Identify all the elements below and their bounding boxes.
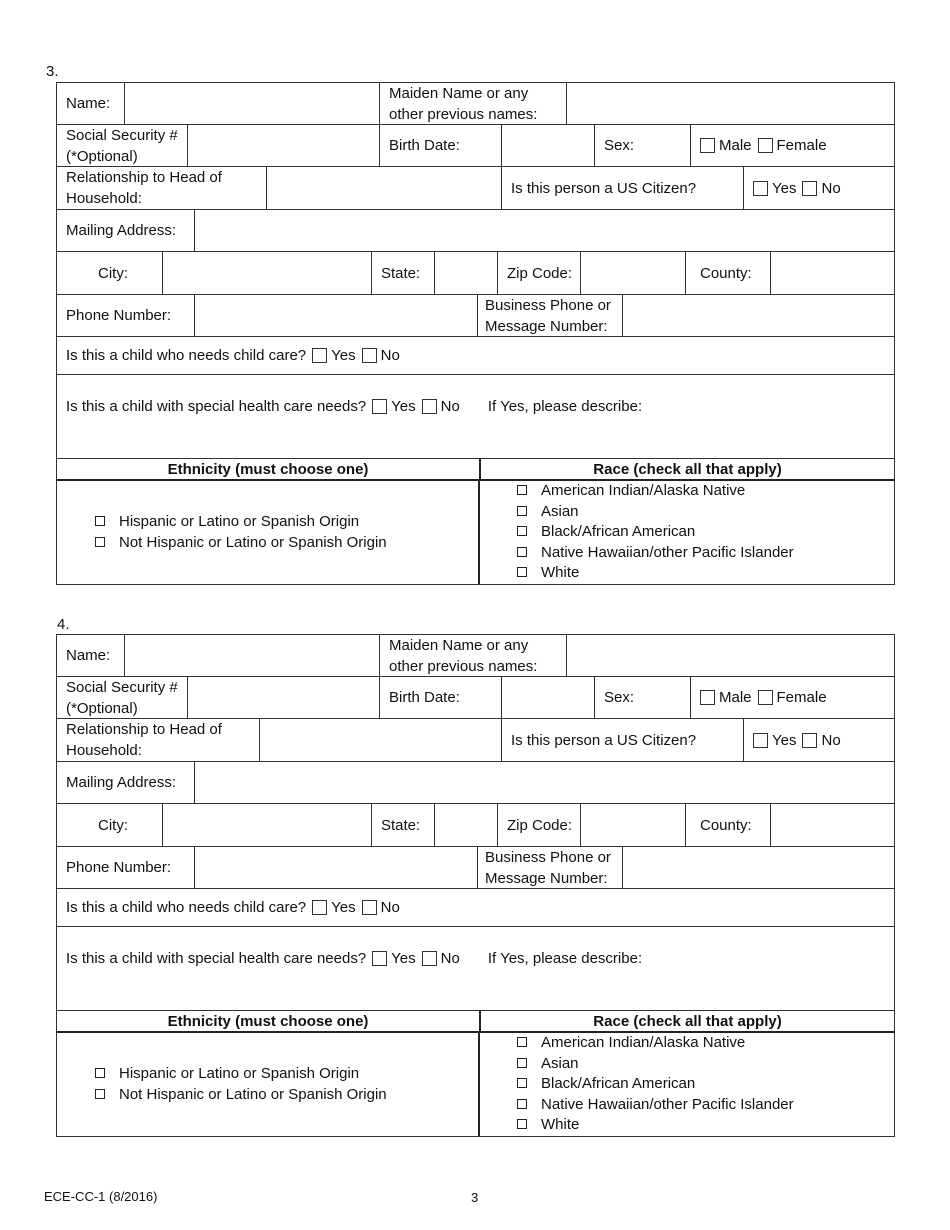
race-option-label: White bbox=[541, 1116, 580, 1134]
ethnicity-header: Ethnicity (must choose one) bbox=[167, 1012, 369, 1030]
business-phone-label: Business Phone or Message Number: bbox=[485, 296, 611, 335]
race-option[interactable] bbox=[517, 481, 794, 502]
race-option-label: White bbox=[541, 564, 580, 582]
race-option-label: Asian bbox=[541, 502, 579, 520]
no-label: No bbox=[380, 899, 400, 916]
ethnicity-option-label: Not Hispanic or Latino or Spanish Origin bbox=[119, 533, 387, 551]
business-phone-label: Business Phone or Message Number: bbox=[485, 848, 611, 887]
child-care-yes-checkbox[interactable] bbox=[312, 348, 327, 363]
mailing-row bbox=[56, 762, 895, 804]
race-option[interactable] bbox=[517, 1074, 794, 1095]
state-field[interactable] bbox=[434, 804, 498, 846]
child-care-row bbox=[56, 889, 895, 927]
race-option-label: Black/African American bbox=[541, 523, 696, 541]
ethnicity-race-header bbox=[56, 1011, 895, 1033]
county-field[interactable] bbox=[770, 804, 894, 846]
yes-label: Yes bbox=[331, 347, 356, 364]
state-label-cell bbox=[371, 804, 435, 846]
birth-date-label-cell bbox=[379, 125, 502, 166]
sex-options-group bbox=[691, 677, 827, 718]
race-list bbox=[517, 1033, 794, 1136]
maiden-label: Maiden Name or any other previous names: bbox=[389, 636, 538, 675]
special-needs-no-checkbox[interactable] bbox=[422, 399, 437, 414]
special-needs-question: Is this a child with special health care needs? bbox=[66, 949, 367, 967]
yes-label: Yes bbox=[772, 731, 797, 749]
race-column bbox=[478, 481, 894, 584]
birth-date-label: Birth Date: bbox=[389, 137, 460, 154]
mailing-address-field[interactable] bbox=[194, 762, 894, 803]
race-option[interactable] bbox=[517, 1115, 794, 1136]
ethnicity-checkbox[interactable] bbox=[95, 1068, 105, 1078]
race-checkbox[interactable] bbox=[517, 567, 527, 577]
race-option[interactable] bbox=[517, 502, 794, 523]
race-option-label: Native Hawaiian/other Pacific Islander bbox=[541, 1095, 794, 1113]
business-phone-label-cell bbox=[477, 847, 623, 888]
race-option-label: Asian bbox=[541, 1054, 579, 1072]
citizen-label-cell bbox=[501, 167, 744, 209]
race-column bbox=[478, 1033, 894, 1136]
phone-field[interactable] bbox=[194, 295, 478, 336]
section-number: 3. bbox=[46, 63, 59, 80]
race-checkbox[interactable] bbox=[517, 1099, 527, 1109]
special-needs-no-checkbox[interactable] bbox=[422, 951, 437, 966]
county-field[interactable] bbox=[770, 252, 894, 294]
page-number: 3 bbox=[471, 1190, 479, 1205]
ethnicity-checkbox[interactable] bbox=[95, 1089, 105, 1099]
city-label: City: bbox=[98, 816, 128, 834]
zip-label-cell bbox=[497, 804, 581, 846]
yes-label: Yes bbox=[391, 397, 416, 415]
relationship-field[interactable] bbox=[259, 719, 502, 761]
relationship-row bbox=[56, 719, 895, 762]
citizen-options bbox=[743, 719, 894, 761]
yes-label: Yes bbox=[772, 179, 797, 197]
special-needs-question: Is this a child with special health care needs? bbox=[66, 397, 367, 415]
birth-date-label: Birth Date: bbox=[389, 689, 460, 706]
ethnicity-option[interactable] bbox=[95, 1085, 387, 1106]
race-option[interactable] bbox=[517, 1033, 794, 1054]
state-field[interactable] bbox=[434, 252, 498, 294]
mailing-label: Mailing Address: bbox=[66, 222, 177, 239]
ethnicity-race-body bbox=[56, 1033, 895, 1137]
ethnicity-option-label: Not Hispanic or Latino or Spanish Origin bbox=[119, 1085, 387, 1103]
county-label: County: bbox=[700, 264, 752, 282]
race-option[interactable] bbox=[517, 1095, 794, 1116]
phone-label: Phone Number: bbox=[66, 307, 172, 324]
no-label: No bbox=[821, 731, 841, 749]
ethnicity-checkbox[interactable] bbox=[95, 516, 105, 526]
race-checkbox[interactable] bbox=[517, 547, 527, 557]
race-checkbox[interactable] bbox=[517, 1058, 527, 1068]
citizen-options-group bbox=[744, 719, 841, 761]
ssn-field[interactable] bbox=[187, 125, 380, 166]
citizen-no-checkbox[interactable] bbox=[802, 733, 817, 748]
maiden-name-field[interactable] bbox=[566, 83, 894, 124]
if-yes-describe: If Yes, please describe: bbox=[487, 949, 643, 967]
city-row bbox=[56, 252, 895, 295]
state-label: State: bbox=[381, 816, 421, 834]
ethnicity-header: Ethnicity (must choose one) bbox=[167, 460, 369, 478]
female-checkbox[interactable] bbox=[758, 690, 773, 705]
city-field[interactable] bbox=[162, 804, 372, 846]
ethnicity-race-header bbox=[56, 459, 895, 481]
mailing-label: Mailing Address: bbox=[66, 774, 177, 791]
ethnicity-option[interactable] bbox=[95, 533, 387, 554]
mailing-address-field[interactable] bbox=[194, 210, 894, 251]
race-option[interactable] bbox=[517, 543, 794, 564]
female-label: Female bbox=[776, 689, 827, 706]
city-row bbox=[56, 804, 895, 847]
special-needs-yes-checkbox[interactable] bbox=[372, 399, 387, 414]
city-field[interactable] bbox=[162, 252, 372, 294]
citizen-options bbox=[743, 167, 894, 209]
citizen-yes-checkbox[interactable] bbox=[753, 181, 768, 196]
citizen-yes-checkbox[interactable] bbox=[753, 733, 768, 748]
race-checkbox[interactable] bbox=[517, 485, 527, 495]
special-needs-yes-checkbox[interactable] bbox=[372, 951, 387, 966]
special-needs-group bbox=[57, 395, 642, 417]
birth-date-label-cell bbox=[379, 677, 502, 718]
maiden-label-cell bbox=[379, 635, 567, 676]
birth-date-field[interactable] bbox=[501, 125, 595, 166]
county-label-cell bbox=[685, 804, 771, 846]
race-header: Race (check all that apply) bbox=[479, 459, 894, 479]
ethnicity-option-label: Hispanic or Latino or Spanish Origin bbox=[119, 1065, 360, 1082]
business-phone-label-cell bbox=[477, 295, 623, 336]
child-care-no-checkbox[interactable] bbox=[362, 900, 377, 915]
phone-field[interactable] bbox=[194, 847, 478, 888]
zip-label-cell bbox=[497, 252, 581, 294]
child-care-yes-checkbox[interactable] bbox=[312, 900, 327, 915]
child-care-question: Is this a child who needs child care? bbox=[66, 347, 307, 364]
race-checkbox[interactable] bbox=[517, 1119, 527, 1129]
zip-field[interactable] bbox=[580, 252, 686, 294]
child-care-group bbox=[57, 337, 400, 374]
male-checkbox[interactable] bbox=[700, 138, 715, 153]
race-option[interactable] bbox=[517, 563, 794, 584]
race-option[interactable] bbox=[517, 1054, 794, 1075]
ethnicity-option-label: Hispanic or Latino or Spanish Origin bbox=[119, 513, 360, 530]
sex-options bbox=[690, 125, 894, 166]
ethnicity-checkbox[interactable] bbox=[95, 537, 105, 547]
mailing-row bbox=[56, 210, 895, 252]
citizen-question: Is this person a US Citizen? bbox=[511, 179, 697, 197]
race-option-label: American Indian/Alaska Native bbox=[541, 482, 746, 499]
race-option-label: Native Hawaiian/other Pacific Islander bbox=[541, 543, 794, 561]
maiden-label-cell bbox=[379, 83, 567, 124]
sex-options-group bbox=[691, 125, 827, 166]
name-field[interactable] bbox=[124, 635, 380, 676]
county-label: County: bbox=[700, 816, 752, 834]
ssn-row bbox=[56, 677, 895, 719]
ssn-label: Social Security # (*Optional) bbox=[66, 126, 178, 165]
no-label: No bbox=[440, 397, 460, 415]
race-checkbox[interactable] bbox=[517, 506, 527, 516]
phone-label: Phone Number: bbox=[66, 859, 172, 876]
race-list bbox=[517, 481, 794, 584]
maiden-label: Maiden Name or any other previous names: bbox=[389, 84, 538, 123]
no-label: No bbox=[380, 347, 400, 364]
citizen-options-group bbox=[744, 167, 841, 209]
person-form bbox=[56, 82, 895, 585]
child-care-group bbox=[57, 889, 400, 926]
special-needs-group bbox=[57, 947, 642, 969]
race-option[interactable] bbox=[517, 522, 794, 543]
citizen-question: Is this person a US Citizen? bbox=[511, 731, 697, 749]
ethnicity-list bbox=[95, 1064, 387, 1105]
special-needs-row bbox=[56, 927, 895, 1011]
no-label: No bbox=[821, 179, 841, 197]
ssn-label: Social Security # (*Optional) bbox=[66, 678, 178, 717]
race-checkbox[interactable] bbox=[517, 1078, 527, 1088]
male-label: Male bbox=[719, 137, 752, 154]
sex-label-cell bbox=[594, 677, 691, 718]
relationship-label: Relationship to Head of Household: bbox=[66, 721, 222, 759]
name-row bbox=[56, 82, 895, 125]
business-phone-field[interactable] bbox=[622, 295, 894, 336]
phone-row bbox=[56, 295, 895, 337]
city-label: City: bbox=[98, 264, 128, 282]
person-form bbox=[56, 634, 895, 1137]
yes-label: Yes bbox=[391, 949, 416, 967]
ethnicity-list bbox=[95, 512, 387, 553]
citizen-label-cell bbox=[501, 719, 744, 761]
if-yes-describe: If Yes, please describe: bbox=[487, 397, 643, 415]
special-needs-row bbox=[56, 375, 895, 459]
zip-label: Zip Code: bbox=[507, 264, 573, 282]
state-label: State: bbox=[381, 264, 421, 282]
zip-field[interactable] bbox=[580, 804, 686, 846]
race-checkbox[interactable] bbox=[517, 526, 527, 536]
sex-options bbox=[690, 677, 894, 718]
ethnicity-option[interactable] bbox=[95, 1064, 387, 1085]
ethnicity-option[interactable] bbox=[95, 512, 387, 533]
child-care-no-checkbox[interactable] bbox=[362, 348, 377, 363]
birth-date-field[interactable] bbox=[501, 677, 595, 718]
zip-label: Zip Code: bbox=[507, 816, 573, 834]
phone-row bbox=[56, 847, 895, 889]
name-label: Name: bbox=[66, 647, 111, 664]
ssn-field[interactable] bbox=[187, 677, 380, 718]
sex-label: Sex: bbox=[604, 137, 635, 154]
yes-label: Yes bbox=[331, 899, 356, 916]
county-label-cell bbox=[685, 252, 771, 294]
female-checkbox[interactable] bbox=[758, 138, 773, 153]
name-label: Name: bbox=[66, 95, 111, 112]
male-checkbox[interactable] bbox=[700, 690, 715, 705]
relationship-row bbox=[56, 167, 895, 210]
male-label: Male bbox=[719, 689, 752, 706]
name-field[interactable] bbox=[124, 83, 380, 124]
state-label-cell bbox=[371, 252, 435, 294]
race-option-label: American Indian/Alaska Native bbox=[541, 1034, 746, 1051]
business-phone-field[interactable] bbox=[622, 847, 894, 888]
relationship-field[interactable] bbox=[266, 167, 502, 209]
child-care-question: Is this a child who needs child care? bbox=[66, 899, 307, 916]
name-row bbox=[56, 634, 895, 677]
race-checkbox[interactable] bbox=[517, 1037, 527, 1047]
sex-label-cell bbox=[594, 125, 691, 166]
maiden-name-field[interactable] bbox=[566, 635, 894, 676]
female-label: Female bbox=[776, 137, 827, 154]
form-id: ECE-CC-1 (8/2016) bbox=[44, 1189, 158, 1204]
section-number: 4. bbox=[57, 616, 70, 633]
sex-label: Sex: bbox=[604, 689, 635, 706]
relationship-label: Relationship to Head of Household: bbox=[66, 169, 222, 207]
child-care-row bbox=[56, 337, 895, 375]
race-header: Race (check all that apply) bbox=[479, 1011, 894, 1031]
no-label: No bbox=[440, 949, 460, 967]
ethnicity-race-body bbox=[56, 481, 895, 585]
race-option-label: Black/African American bbox=[541, 1075, 696, 1093]
ssn-row bbox=[56, 125, 895, 167]
citizen-no-checkbox[interactable] bbox=[802, 181, 817, 196]
